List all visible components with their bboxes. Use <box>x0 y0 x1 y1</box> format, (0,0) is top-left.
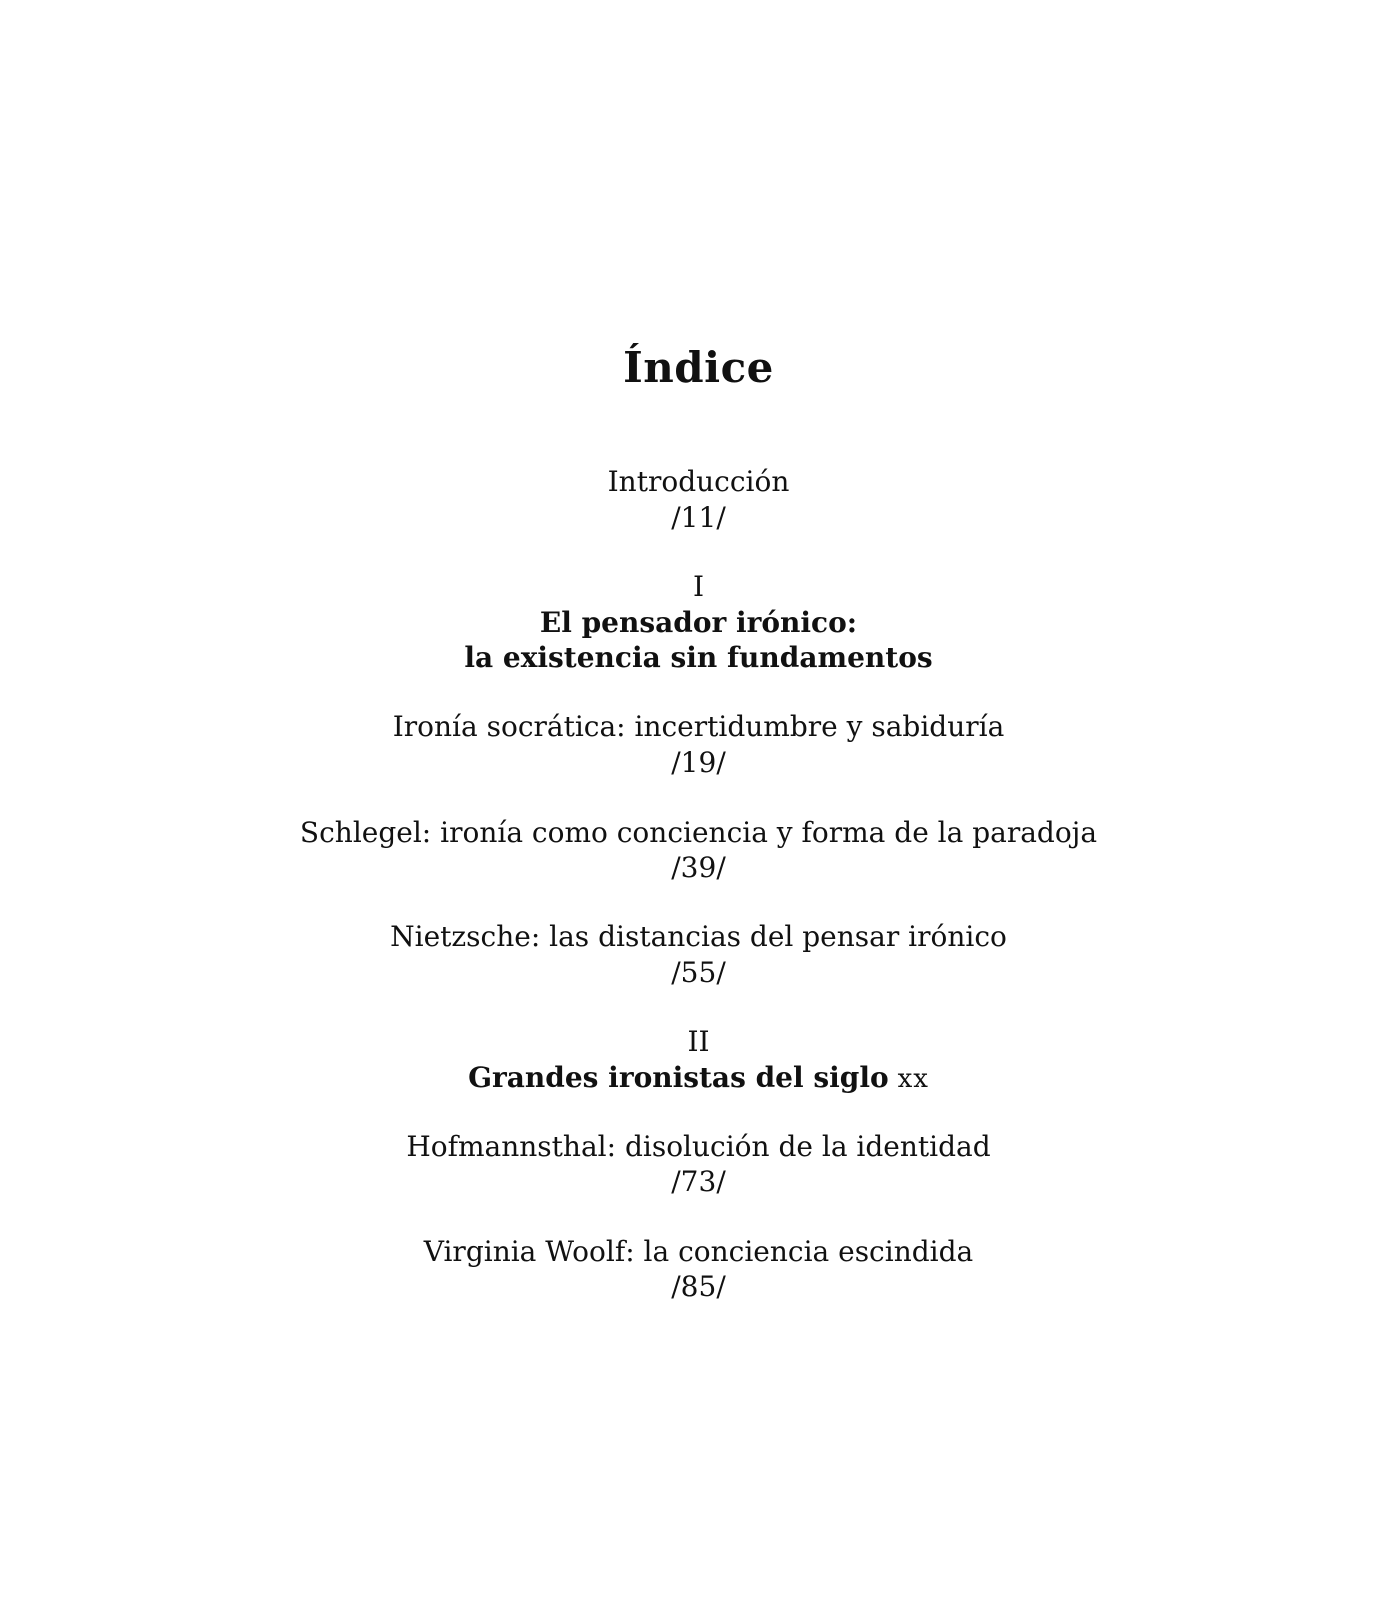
toc-page-number: /11/ <box>671 501 726 534</box>
toc-entry: Hofmannsthal: disolución de la identidad <box>406 1130 991 1163</box>
toc-entry: Virginia Woolf: la conciencia escindida <box>423 1235 974 1268</box>
part-title: El pensador irónico: <box>539 606 858 639</box>
toc-entry-introduction: Introducción <box>607 465 790 498</box>
toc-page-number: /55/ <box>671 956 726 989</box>
part-title-century: xx <box>897 1064 929 1094</box>
part-numeral: I <box>692 570 705 603</box>
toc-page-number: /19/ <box>671 746 726 779</box>
part-title-main: Grandes ironistas del siglo <box>468 1061 889 1094</box>
part-title: la existencia sin fundamentos <box>464 641 933 674</box>
page-title: Índice <box>623 343 774 392</box>
toc-entry: Schlegel: ironía como conciencia y forma de la paradoja <box>299 816 1098 849</box>
toc-entry: Nietzsche: las distancias del pensar irónico <box>390 920 1007 953</box>
part-title <box>0 1060 1397 1097</box>
toc-entry: Ironía socrática: incertidumbre y sabiduría <box>392 710 1005 743</box>
part-numeral: II <box>687 1025 710 1058</box>
toc-page-number: /73/ <box>671 1165 726 1198</box>
toc-page-number: /39/ <box>671 851 726 884</box>
toc-page-number: /85/ <box>671 1270 726 1303</box>
